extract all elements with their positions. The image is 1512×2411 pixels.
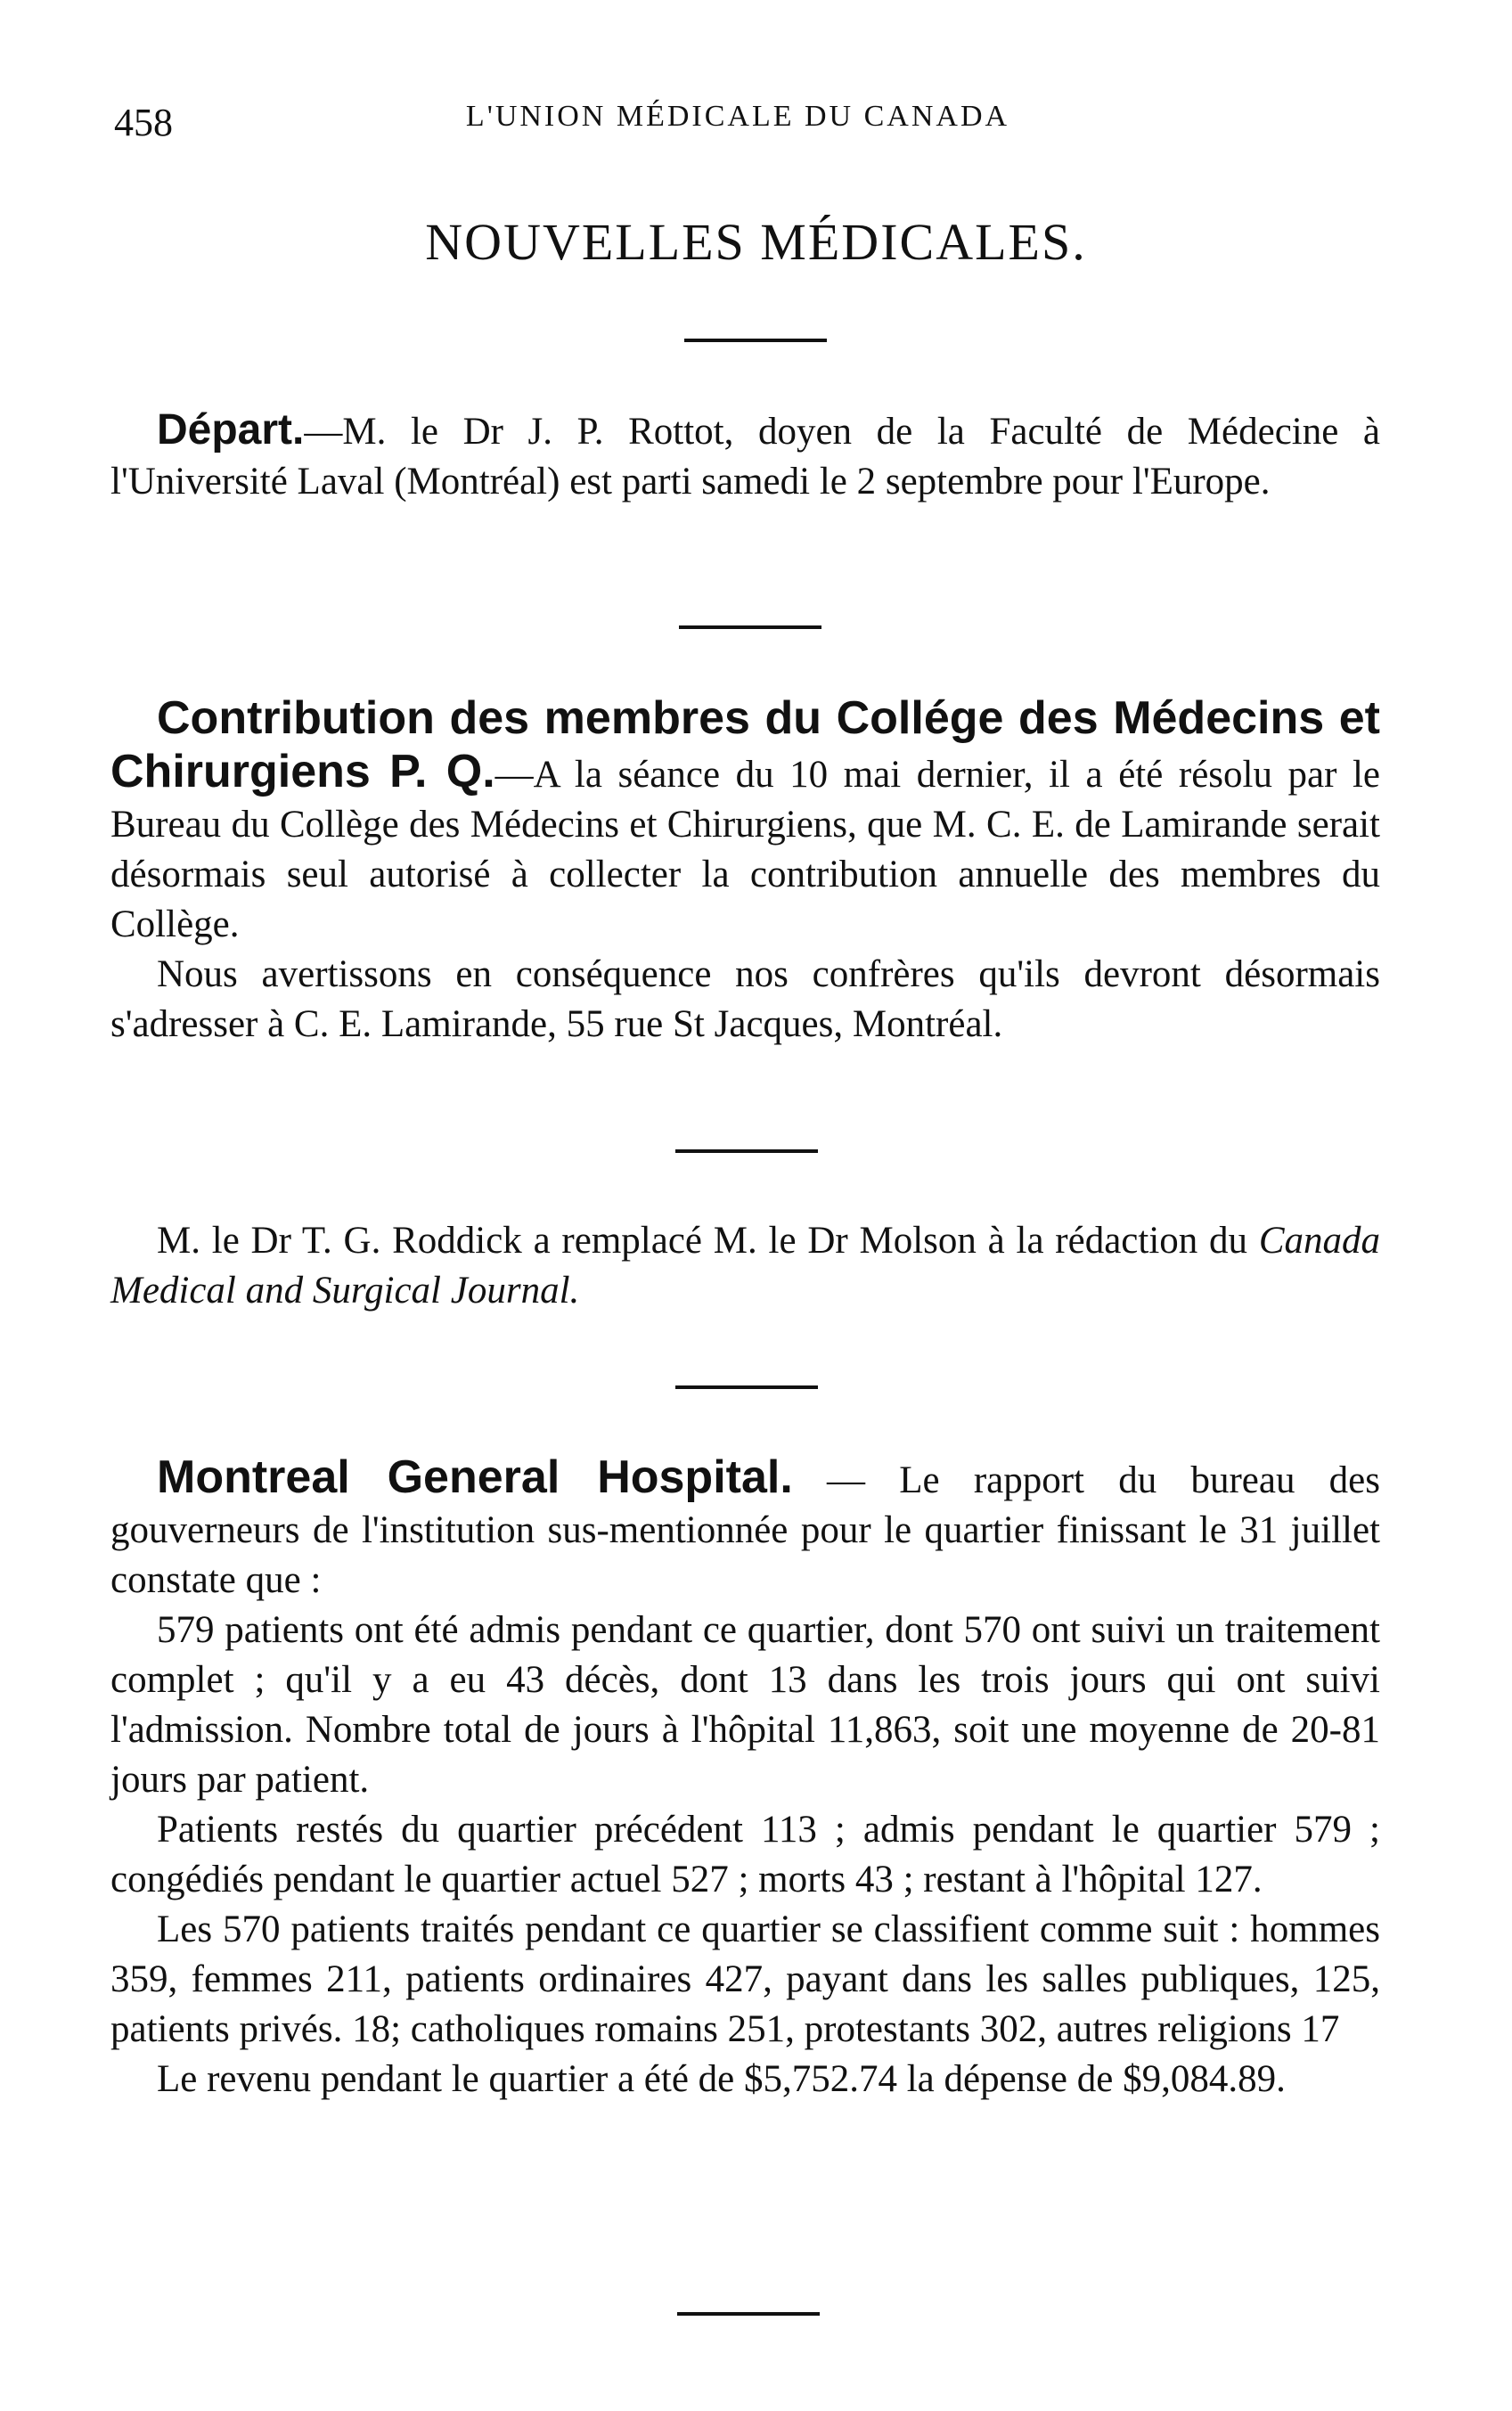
article-roddick [110, 1216, 1380, 1316]
divider-rule [675, 1385, 818, 1389]
hospital-heading: Montreal General Hospital. [157, 1451, 793, 1503]
depart-text: —M. le Dr J. P. Rottot, doyen de la Faculté de Médecine à l'Université Laval (Montréal) est parti samedi le 2 septembre pour l'Europe. [110, 411, 1380, 503]
divider-rule [679, 625, 821, 629]
depart-heading: Départ. [157, 406, 305, 454]
hospital-intro-paragraph [110, 1452, 1380, 1606]
contribution-paragraph-2: Nous avertissons en conséquence nos confrères qu'ils devront désormais s'adresser à C. E. Lamirande, 55 rue St Jacques, Montréal. [110, 953, 1380, 1045]
section-title: NOUVELLES MÉDICALES. [425, 213, 1087, 271]
depart-paragraph [110, 405, 1380, 507]
contribution-paragraph [110, 693, 1380, 950]
journal-title: Canada Medical and Surgical Journal. [110, 1220, 1380, 1312]
article-contribution [110, 693, 1380, 1050]
page-header [114, 100, 1361, 153]
page-number: 458 [114, 101, 173, 144]
hospital-paragraph-3: Les 570 patients traités pendant ce quartier se classifient comme suit : hommes 359, femmes 211, patients ordinaires 427, payant dans les salles publiques, 125, patients privés. 18; catholiques romains 251, protestants 302, autres religions 17 [110, 1908, 1380, 2050]
article-hospital [110, 1452, 1380, 2105]
hospital-paragraph-1: 579 patients ont été admis pendant ce quartier, dont 570 ont suivi un traitement complet ; qu'il y a eu 43 décès, dont 13 dans les trois jours qui ont suivi l'admission. Nombre total de jours à l'hôpital 11,863, soit une moyenne de 20-81 jours par patient. [110, 1609, 1380, 1801]
hospital-paragraph-4: Le revenu pendant le quartier a été de $5,752.74 la dépense de $9,084.89. [157, 2058, 1286, 2100]
roddick-paragraph [110, 1216, 1380, 1316]
divider-rule [675, 1149, 818, 1153]
roddick-text: M. le Dr T. G. Roddick a remplacé M. le Dr Molson à la rédaction du [157, 1220, 1259, 1262]
divider-rule [684, 339, 827, 342]
running-title: L'UNION MÉDICALE DU CANADA [465, 100, 1010, 133]
divider-rule [677, 2312, 820, 2316]
hospital-paragraph-2: Patients restés du quartier précédent 113 ; admis pendant le quartier 579 ; congédiés pendant le quartier actuel 527 ; morts 43 ; restant à l'hôpital 127. [110, 1809, 1380, 1900]
contribution-text: —A la séance du 10 mai dernier, il a été résolu par le Bureau du Collège des Médecins et Chirurgiens, que M. C. E. de Lamirande serait désormais seul autorisé à collecter la contribution annuelle des membres du Collège. [110, 754, 1381, 945]
article-depart [110, 405, 1380, 507]
hospital-intro: — Le rapport du bureau des gouverneurs de l'institution sus-mentionnée pour le quartier finissant le 31 juillet constate que : [110, 1459, 1380, 1601]
contribution-heading: Contribution des membres du Collége des Médecins et Chirurgiens P. Q. [110, 692, 1380, 797]
